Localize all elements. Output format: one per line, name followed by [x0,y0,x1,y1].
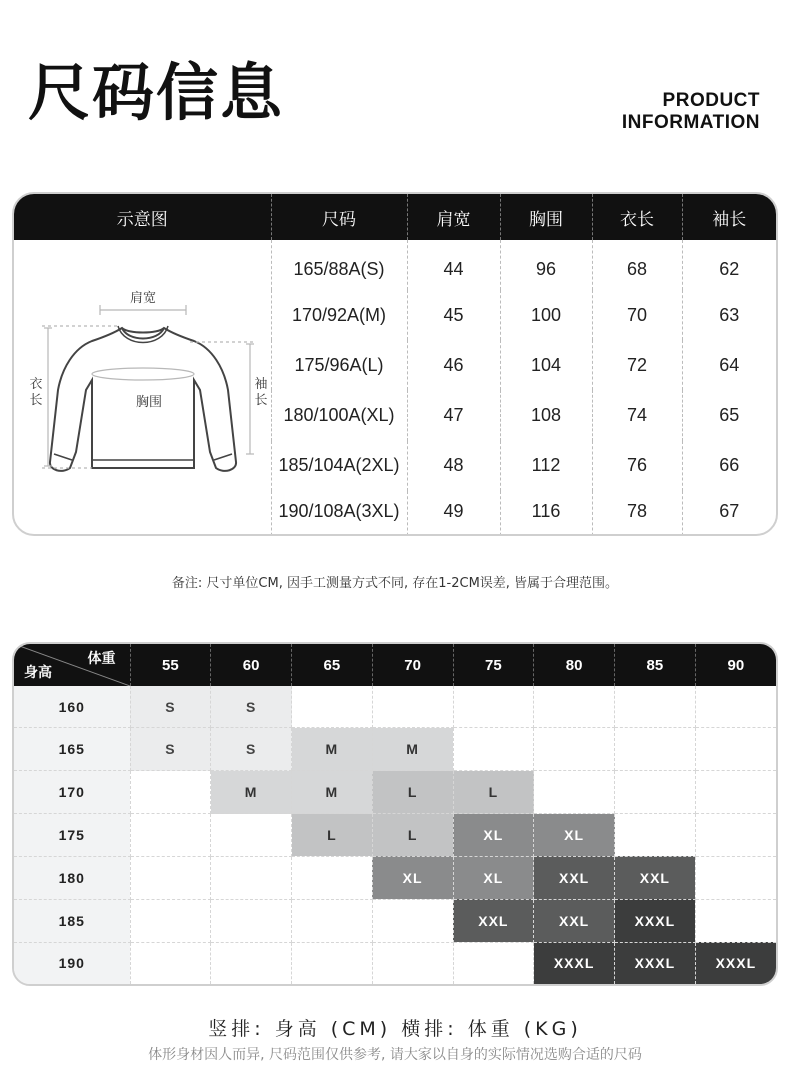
size-cell: XL [534,814,615,857]
size-cell: M [211,771,292,814]
size-cell: S [130,728,211,771]
height-label: 190 [14,942,130,984]
size-cell: XL [453,856,534,899]
size-cell: XXXL [615,899,696,942]
size-cell: S [130,686,211,728]
corner-height-label: 身高 [24,665,52,681]
length-cell: 76 [592,441,682,491]
column-header-size: 尺码 [271,194,407,240]
size-cell [695,686,776,728]
size-cell [695,771,776,814]
weight-header: 80 [534,644,615,686]
height-label: 185 [14,899,130,942]
sleeve-cell: 63 [719,304,740,325]
size-table-header [14,194,776,240]
size-cell: XXL [534,856,615,899]
length-cell: 72 [592,340,682,390]
size-cell [534,686,615,728]
size-cell [130,942,211,984]
subtitle-line-2: INFORMATION [621,112,760,133]
shoulder-cell: 49 [407,491,500,536]
corner-weight-label: 体重 [87,651,116,667]
table-row [14,240,776,290]
diagram-label-shoulder: 肩宽 [129,291,157,306]
size-cell: XL [453,814,534,857]
size-cell [292,899,373,942]
diagram-label-sleeve: 袖长 [254,377,268,408]
size-cell: XXXL [695,942,776,984]
size-cell: 175/96A(L) [271,340,407,390]
measurement-note: 备注: 尺寸单位CM, 因手工测量方式不同, 存在1-2CM误差, 皆属于合理范围。 [171,576,619,591]
size-cell: L [372,814,453,857]
size-cell [453,942,534,984]
corner-header [14,644,130,686]
size-cell: L [292,814,373,857]
reference-row [14,856,776,899]
shoulder-cell: 47 [407,390,500,440]
size-cell [615,771,696,814]
size-cell [130,814,211,857]
chest-cell: 112 [500,441,592,491]
weight-header: 85 [615,644,696,686]
chest-cell: 116 [500,491,592,536]
size-reference-grid [12,642,778,986]
weight-header: 90 [695,644,776,686]
sleeve-cell: 67 [719,501,740,522]
disclaimer: 体形身材因人而异, 尺码范围仅供参考, 请大家以自身的实际情况选购合适的尺码 [148,1047,642,1063]
size-cell [292,686,373,728]
size-cell [695,814,776,857]
shoulder-cell: 46 [407,340,500,390]
size-cell [372,899,453,942]
diagram-label-chest: 胸围 [135,395,163,410]
size-cell [130,856,211,899]
weight-header: 65 [292,644,373,686]
column-header-length: 衣长 [592,194,682,240]
weight-header: 60 [211,644,292,686]
chest-cell: 100 [500,290,592,340]
sleeve-cell: 66 [719,455,740,476]
size-cell: L [372,771,453,814]
size-cell [534,771,615,814]
size-cell [130,899,211,942]
chest-cell: 108 [500,390,592,440]
size-cell: S [211,728,292,771]
subtitle-line-1: PRODUCT [662,90,760,111]
size-cell: L [453,771,534,814]
size-cell: 180/100A(XL) [271,390,407,440]
sweater-illustration [14,240,271,536]
height-label: 180 [14,856,130,899]
size-chart-table [12,192,778,536]
size-cell: XXL [534,899,615,942]
size-cell [453,728,534,771]
reference-row [14,728,776,771]
sleeve-cell: 64 [719,354,740,375]
height-label: 160 [14,686,130,728]
chest-cell: 104 [500,340,592,390]
size-cell [292,856,373,899]
shoulder-cell: 48 [407,441,500,491]
length-cell: 70 [592,290,682,340]
sleeve-cell: 65 [719,405,740,426]
column-header-chest: 胸围 [500,194,592,240]
weight-header: 70 [372,644,453,686]
size-cell [695,899,776,942]
weight-header: 75 [453,644,534,686]
shoulder-cell: 45 [407,290,500,340]
size-cell [695,856,776,899]
size-cell [211,942,292,984]
column-header-sleeve: 袖长 [682,194,776,240]
size-cell [130,771,211,814]
page-title: 尺码信息 [28,56,285,129]
size-cell [211,814,292,857]
height-label: 175 [14,814,130,857]
size-cell: 165/88A(S) [271,240,407,290]
size-cell: M [292,771,373,814]
size-cell [211,856,292,899]
reference-header-row [14,644,776,686]
reference-row [14,814,776,857]
size-cell [211,899,292,942]
size-cell [453,686,534,728]
page-subtitle [622,90,760,134]
height-label: 170 [14,771,130,814]
length-cell: 74 [592,390,682,440]
size-cell [615,686,696,728]
length-cell: 78 [592,491,682,536]
size-cell: S [211,686,292,728]
size-cell [372,686,453,728]
size-cell [615,728,696,771]
size-cell: M [372,728,453,771]
size-cell: XL [372,856,453,899]
size-cell: M [292,728,373,771]
reference-row [14,686,776,728]
size-cell: XXXL [615,942,696,984]
size-cell: XXL [615,856,696,899]
chest-cell: 96 [500,240,592,290]
column-header-shoulder: 肩宽 [407,194,500,240]
shoulder-cell: 44 [407,240,500,290]
diagram-label-length: 衣长 [29,377,43,408]
reference-row [14,771,776,814]
reference-row [14,899,776,942]
size-cell [534,728,615,771]
size-cell [292,942,373,984]
height-label: 165 [14,728,130,771]
size-cell: XXXL [534,942,615,984]
weight-header: 55 [130,644,211,686]
size-cell [372,942,453,984]
size-cell [615,814,696,857]
size-cell: 185/104A(2XL) [271,441,407,491]
axis-legend: 竖排: 身高 (CM) 横排: 体重 (KG) [208,1018,582,1040]
size-cell [695,728,776,771]
size-cell: 190/108A(3XL) [271,491,407,536]
column-header-diagram: 示意图 [14,194,271,240]
reference-row [14,942,776,984]
length-cell: 68 [592,240,682,290]
sleeve-cell: 62 [719,258,740,279]
size-cell: 170/92A(M) [271,290,407,340]
sweater-diagram [14,240,271,536]
size-cell: XXL [453,899,534,942]
